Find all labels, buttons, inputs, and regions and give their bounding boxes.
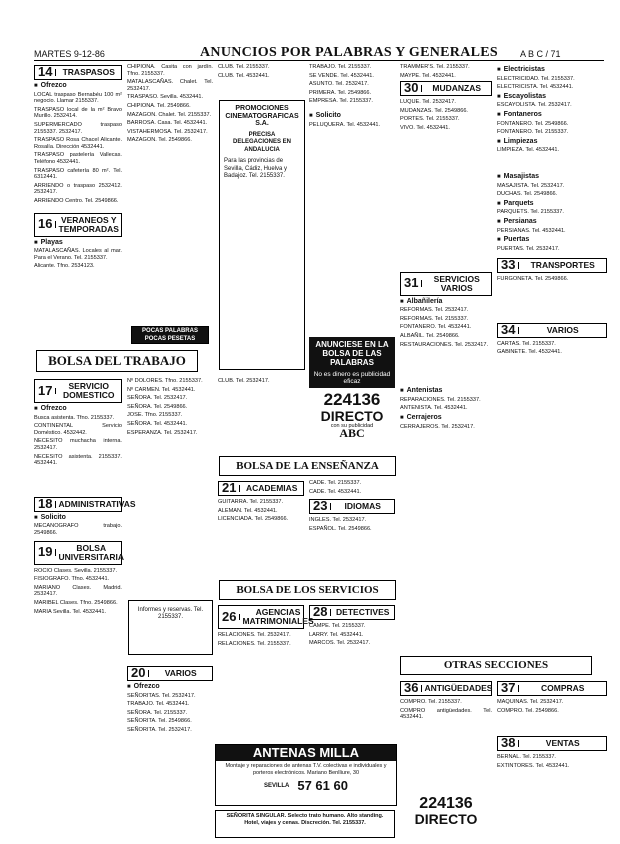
header-paper: A B C / 71 <box>520 49 561 59</box>
subhead-albanileria: ■ Albañilería <box>400 299 492 306</box>
ad: NECESITO asistenta. 2155337. 4532441. <box>34 453 122 467</box>
ad: SEÑORITA. Tel. 2549866. <box>127 718 192 725</box>
section-28: 28 DETECTIVES <box>309 605 395 620</box>
banner-bolsa-ensenanza: BOLSA DE LA ENSEÑANZA <box>219 456 396 476</box>
subhead-ofrezco: ■ Ofrezco <box>34 406 122 413</box>
box-title: PROMOCIONES CINEMATOGRAFICAS S.A. <box>225 105 299 127</box>
ad: Busca asistenta. Tfno. 2155337. <box>34 414 115 421</box>
ad: CAMPE. Tel. 2155337. <box>309 623 366 629</box>
promo-phone: 224136 <box>323 390 381 409</box>
ad: ESPERANZA. Tel. 2532417. <box>127 429 198 436</box>
ad: VIVO. Tel. 4532441. <box>400 124 450 131</box>
section-20: 20 VARIOS <box>127 666 213 681</box>
ad: PUERTAS. Tel. 2532417. <box>497 245 560 252</box>
section-23: 23 IDIOMAS <box>309 499 395 514</box>
ad: MATALASCAÑAS. Chalet. Tel. 2532417. <box>127 79 213 92</box>
ad: CADE. Tel. 4532441. <box>309 488 362 495</box>
column-otras-left <box>400 680 492 770</box>
ad: EXTINTORES. Tel. 4532441. <box>497 762 570 769</box>
ad: PRIMERA. Tel. 2549866. <box>309 89 372 96</box>
subhead-persianas: ■ Persianas <box>497 219 607 226</box>
section-19: 19 BOLSA UNIVERSITARIA <box>34 541 122 565</box>
ad: CONTINENTAL Servicio Doméstico. 4532442. <box>34 423 122 436</box>
ad-senorita-singular: SEÑORITA SINGULAR. Selecto trato humano. Alto standing. Hotel, viajes y cenas. Discreción. Tel. 2155337. <box>215 810 395 838</box>
ad: ROCIO Clases. Sevilla. 2155337. <box>34 567 118 574</box>
ad: VISTAHERMOSA. Tel. 2532417. <box>127 128 208 135</box>
ad: Alicante. Tfno. 2534123. <box>34 263 95 270</box>
ad-antenas-milla <box>215 744 397 806</box>
column-otras-right <box>497 680 607 840</box>
ad: SEÑORITA. Tel. 2532417. <box>127 726 192 733</box>
promo-sub: con su publicidad <box>330 423 374 429</box>
ad: REFORMAS. Tel. 2155337. <box>400 315 469 322</box>
column-1-lower <box>34 378 136 838</box>
ad: FISIOGRAFO. Tfno. 4532441. <box>34 576 110 583</box>
ad: MAQUINAS. Tel. 2532417. <box>497 699 564 705</box>
subhead-electricistas: ■ Electricistas <box>497 67 607 74</box>
ad: TRASPASO local de la m² Bravo Murillo. 2532414. <box>34 106 122 120</box>
section-37: 37 COMPRAS <box>497 681 607 696</box>
page-title: ANUNCIOS POR PALABRAS Y GENERALES <box>200 45 498 60</box>
subhead-cerrajeros: ■ Cerrajeros <box>400 415 492 422</box>
subhead-masajistas: ■ Masajistas <box>497 174 607 181</box>
subhead-escayolistas: ■ Escayolistas <box>497 94 607 101</box>
ad: TRASPASO pastelería Vallecas. Teléfono 4532441. <box>34 152 122 165</box>
ad: SE VENDE. Tel. 4532441. <box>309 72 374 79</box>
ad: Nº DOLORES. Tfno. 2155337. <box>127 378 203 384</box>
ad: LOCAL traspaso Bernabéu 100 m² negocio. Llamar 2155337. <box>34 91 122 105</box>
section-14: 14 TRASPASOS <box>34 65 122 80</box>
ad: CARTAS. Tel. 2155337. <box>497 340 556 347</box>
ad: SEÑORA. Tel. 2532417. <box>127 395 188 402</box>
ad: RELACIONES. Tel. 2155337. <box>218 640 291 647</box>
subhead-limpiezas: ■ Limpiezas <box>497 139 607 146</box>
promo-anunciese <box>309 337 395 440</box>
ad: FONTANERO. Tel. 4532441. <box>400 324 472 331</box>
section-30: 30 MUDANZAS <box>400 81 492 96</box>
ad: REFORMAS. Tel. 2532417. <box>400 307 469 314</box>
section-31: 31 SERVICIOS VARIOS <box>400 272 492 296</box>
ad: ESCAYOLISTA. Tel. 2532417. <box>497 102 572 109</box>
subhead-antenistas: ■ Antenistas <box>400 388 492 395</box>
column-4-ensenanza <box>309 480 395 575</box>
ad: ESPAÑOL. Tel. 2549866. <box>309 525 372 532</box>
banner-otras-secciones: OTRAS SECCIONES <box>400 656 592 675</box>
ad: EMPRESA. Tel. 2155337. <box>309 98 373 105</box>
promo-direct: DIRECTO <box>320 408 384 424</box>
banner-bolsa-trabajo: BOLSA DEL TRABAJO <box>36 350 198 372</box>
ad: TRASPASO cafetería 80 m². Tel. 6312441. <box>34 167 122 181</box>
ad: CLUB. Tel. 4532441. <box>218 72 270 79</box>
subhead-parquets: ■ Parquets <box>497 201 607 208</box>
antenas-city: SEVILLA <box>264 782 290 789</box>
ad: GABINETE. Tel. 4532441. <box>497 349 562 356</box>
antenas-phone: 57 61 60 <box>297 778 348 793</box>
column-6 <box>497 64 607 624</box>
ad: MAZAGON. Chalet. Tel. 2155337. <box>127 111 212 118</box>
header-rule <box>34 60 604 61</box>
section-26: 26 AGENCIAS MATRIMONIALES <box>218 605 304 629</box>
ad: CLUB. Tel. 2155337. <box>218 64 270 70</box>
section-38: 38 VENTAS <box>497 736 607 751</box>
ad: MARIBEL Clases. Tfno. 2549866. <box>34 599 118 606</box>
direct-phone: 224136 <box>419 795 473 812</box>
box-promociones <box>219 100 305 370</box>
ad: JOSE. Tfno. 2155337. <box>127 412 183 419</box>
promo-pocas-palabras: POCAS PALABRAS POCAS PESETAS <box>131 326 209 344</box>
subhead-ofrezco: ■ Ofrezco <box>34 83 122 90</box>
ad: COMPRO. Tel. 2155337. <box>400 699 462 705</box>
column-4 <box>309 64 395 309</box>
ad: MUDANZAS. Tel. 2549866. <box>400 107 468 114</box>
ad: COMPRO. Tel. 2549866. <box>497 707 559 714</box>
ad: CADE. Tel. 2155337. <box>309 480 362 486</box>
ad: PELUQUERA. Tel. 4532441. <box>309 121 381 128</box>
ad: TRASPASO. Sevilla. 4532441. <box>127 94 204 101</box>
section-36: 36 ANTIGÜEDADES <box>400 681 492 696</box>
ad: Nº CARMEN. Tel. 4532441. <box>127 386 196 393</box>
ad: MARIANO Clases. Madrid. 2532417. <box>34 584 122 598</box>
column-3 <box>218 64 304 94</box>
ad: SEÑORA. Tel. 4532441. <box>127 420 188 427</box>
ad: ALEMAN. Tel. 4532441. <box>218 507 278 514</box>
ad: CHIPIONA. Tel. 2549866. <box>127 102 191 109</box>
section-21: 21 ACADEMIAS <box>218 481 304 496</box>
section-33: 33 TRANSPORTES <box>497 258 607 273</box>
ad: MASAJISTA. Tel. 2532417. <box>497 182 565 189</box>
subhead-solicito: ■ Solicito <box>309 113 395 120</box>
section-34: 34 VARIOS <box>497 323 607 338</box>
direct-label: DIRECTO <box>414 811 478 827</box>
column-3-ensenanza <box>218 480 304 580</box>
ad: PORTES. Tel. 2155337. <box>400 116 460 123</box>
ad: LIMPIEZA. Tel. 4532441. <box>497 147 560 154</box>
ad: LICENCIADA. Tel. 2549866. <box>218 516 289 523</box>
ad: RESTAURACIONES. Tel. 2532417. <box>400 341 489 348</box>
ad: PARQUETS. Tel. 2155337. <box>497 209 564 216</box>
ad: BERNAL. Tel. 2155337. <box>497 754 556 761</box>
ad: SUPERMERCADO traspaso 2155337. 2532417. <box>34 121 122 135</box>
ad: MATALASCAÑAS. Locales al mar. Para el Verano. Tel. 2155337. <box>34 248 122 261</box>
column-3-servicios <box>218 604 314 684</box>
header-date: MARTES 9-12-86 <box>34 49 105 59</box>
subhead-fontaneros: ■ Fontaneros <box>497 112 607 119</box>
antenas-contact <box>216 778 396 793</box>
ad: REPARACIONES. Tel. 2155337. <box>400 396 481 403</box>
section-17: 17 SERVICIO DOMESTICO <box>34 379 122 403</box>
ad: RELACIONES. Tel. 2532417. <box>218 632 291 638</box>
ad: TRABAJO. Tel. 2155337. <box>309 64 372 70</box>
column-5 <box>400 64 492 584</box>
ad: ARRIENDO o traspaso 2532412. 2532417. <box>34 182 122 196</box>
column-4-servicios <box>309 604 395 684</box>
ad: TRABAJO. Tel. 4532441. <box>127 701 190 708</box>
ad: ELECTRICIDAD. Tel. 2155337. <box>497 75 575 82</box>
column-3-mid <box>218 378 304 408</box>
ad: BARROSA. Casa. Tel. 4532441. <box>127 120 208 127</box>
banner-bolsa-servicios: BOLSA DE LOS SERVICIOS <box>219 580 396 600</box>
ad: ALBAÑIL. Tel. 2549866. <box>400 332 460 339</box>
box-body: Para las provincias de Sevilla, Cádiz, Huelva y Badajoz. Tel. 2155337. <box>224 158 288 179</box>
section-16: 16 VERANEOS Y TEMPORADAS <box>34 213 122 237</box>
subhead-puertas: ■ Puertas <box>497 237 607 244</box>
ad: TRAMMER'S. Tel. 2155337. <box>400 64 470 70</box>
ad: PERSIANAS. Tel. 4532441. <box>497 227 566 234</box>
ad: MARIA Sevilla. Tel. 4532441. <box>34 608 107 615</box>
ad: DUCHAS. Tel. 2549866. <box>497 191 558 198</box>
section-18: 18 ADMINISTRATIVAS <box>34 497 122 512</box>
ad: INGLES. Tel. 2532417. <box>309 517 367 524</box>
ad: FURGONETA. Tel. 2549866. <box>497 276 569 283</box>
promo-line2: No es dinero es publicidad eficaz <box>309 370 395 388</box>
ad: NECESITO muchacha interna. 2532417. <box>34 438 122 451</box>
subhead-solicito: ■ Solicito <box>34 515 122 522</box>
antenas-body: Montaje y reparaciones de antenas T.V. colectivas e individuales y porteros electrónicos. Mariano Benlliure, 30 <box>225 763 387 776</box>
ad: TRASPASO Rosa Chacel Alicante. Rosalía. Dirección 4532441. <box>34 137 122 150</box>
ad: FONTANERO. Tel. 2155337. <box>497 129 569 136</box>
abc-logo: ABC <box>339 426 365 440</box>
antenas-title: ANTENAS MILLA <box>216 745 396 761</box>
ad: MARCOS. Tel. 2532417. <box>309 640 371 647</box>
ad: MAYPE. Tel. 4532441. <box>400 72 456 79</box>
ad: CHIPIONA. Casita con jardín. Tfno. 2155337. <box>127 64 213 77</box>
ad: SEÑORA. Tel. 2549866. <box>127 403 188 410</box>
column-2 <box>127 64 213 334</box>
ad: MAZAGON. Tel. 2549866. <box>127 137 192 144</box>
ad: MECANOGRAFO trabajo. 2549866. <box>34 523 122 536</box>
ad: FONTANERO. Tel. 2549866. <box>497 120 569 127</box>
column-2-lower <box>127 665 213 840</box>
box-informes: Informes y reservas. Tel. 2155337. <box>128 600 213 655</box>
ad: LARRY. Tel. 4532441. <box>309 631 364 638</box>
promo-direct-small <box>400 795 492 837</box>
ad: GUITARRA. Tel. 2155337. <box>218 499 284 505</box>
ad: ELECTRICISTA. Tel. 4532441. <box>497 84 574 91</box>
subhead-ofrezco: ■ Ofrezco <box>127 684 213 691</box>
column-2-mid <box>127 378 213 528</box>
box-subtitle: PRECISA DELEGACIONES EN ANDALUCIA <box>232 131 291 153</box>
ad: ASUNTO. Tel. 2532417. <box>309 81 369 88</box>
ad: LUQUE. Tel. 2532417. <box>400 99 456 106</box>
ad: COMPRO antigüedades. Tel. 4532441. <box>400 707 492 721</box>
ad: ARRIENDO Centro. Tel. 2549866. <box>34 197 119 204</box>
subhead-playas: ■ Playas <box>34 240 122 247</box>
ad: SEÑORA. Tel. 2155337. <box>127 709 188 716</box>
ad: SEÑORITAS. Tel. 2532417. <box>127 692 196 699</box>
ad: ANTENISTA. Tel. 4532441. <box>400 405 468 412</box>
ad: CLUB. Tel. 2532417. <box>218 378 270 384</box>
ad: CERRAJEROS. Tel. 2532417. <box>400 423 475 430</box>
promo-line1: ANUNCIESE EN LA BOLSA DE LAS PALABRAS <box>309 337 395 370</box>
